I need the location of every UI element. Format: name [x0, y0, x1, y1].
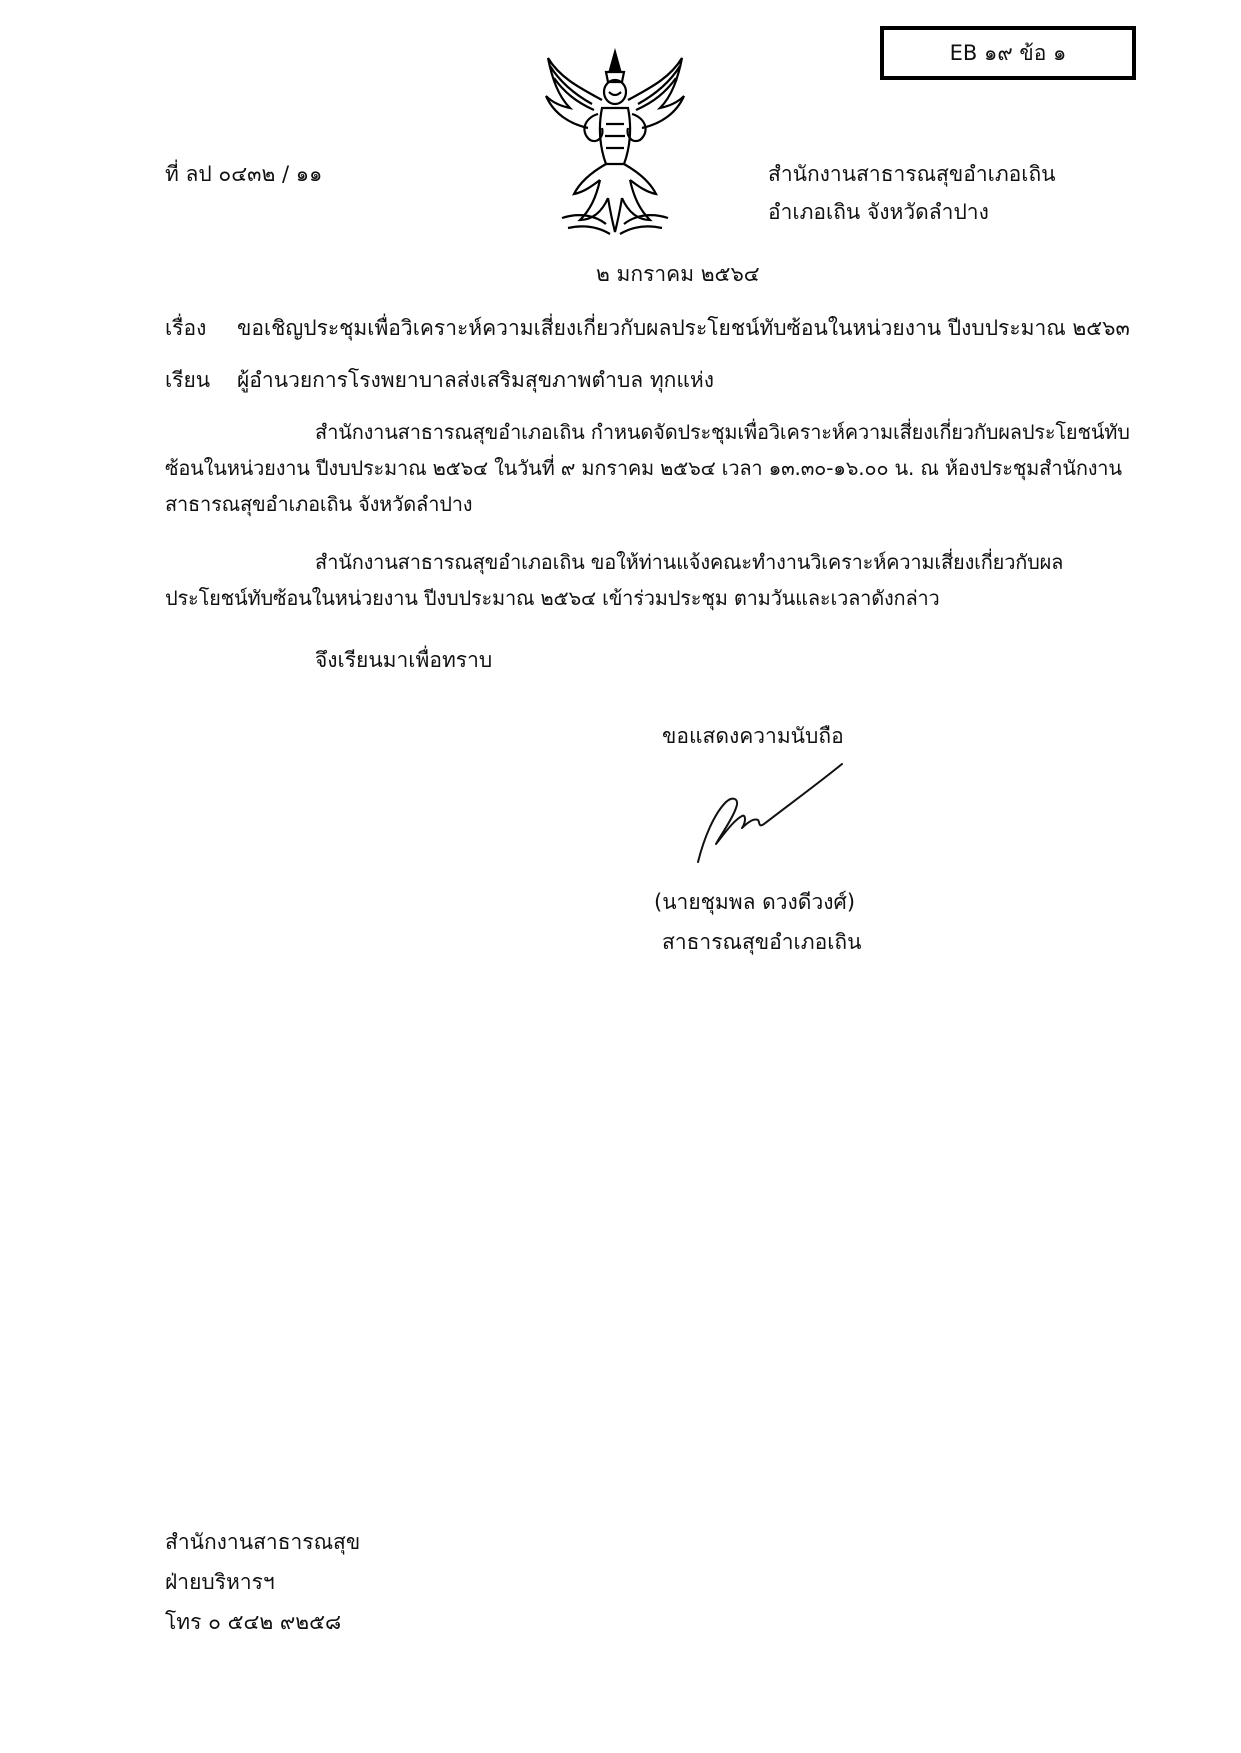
recipient-line — [165, 364, 714, 397]
document-code: EB ๑๙ ข้อ ๑ — [949, 40, 1067, 65]
footer-office: สำนักงานสาธารณสุข — [165, 1530, 361, 1554]
footer-phone: โทร ๐ ๕๔๒ ๙๒๕๘ — [165, 1610, 342, 1634]
subject-label: เรื่อง — [165, 316, 207, 340]
body-paragraph-1 — [165, 414, 1130, 522]
footer-department: ฝ่ายบริหารฯ — [165, 1570, 275, 1594]
garuda-emblem-icon — [540, 48, 690, 238]
body-paragraph-3 — [165, 642, 1130, 678]
issuer-office: สำนักงานสาธารณสุขอำเภอเถิน — [768, 162, 1056, 186]
body-paragraph-2-text: สำนักงานสาธารณสุขอำเภอเถิน ขอให้ท่านแจ้งคณะทำงานวิเคราะห์ความเสี่ยงเกี่ยวกับผลประโยชน์ทับซ้อนในหน่วยงาน ปีงบประมาณ ๒๕๖๔ เข้าร่วมประชุม ตามวันและเวลาดังกล่าว — [165, 550, 1064, 610]
signer-name: (นายชุมพล ดวงดีวงศ์) — [654, 890, 856, 914]
handwritten-signature — [690, 758, 860, 868]
body-paragraph-2 — [165, 544, 1130, 616]
recipient-label: เรียน — [165, 368, 211, 392]
letter-date: ๒ มกราคม ๒๕๖๔ — [596, 262, 760, 286]
closing-phrase: ขอแสดงความนับถือ — [662, 724, 844, 748]
issuer-address: อำเภอเถิน จังหวัดลำปาง — [768, 200, 989, 224]
reference-number: ที่ ลป ๐๔๓๒ / ๑๑ — [165, 162, 323, 186]
document-code-box — [880, 26, 1136, 80]
signer-position: สาธารณสุขอำเภอเถิน — [662, 930, 862, 954]
body-paragraph-1-text: สำนักงานสาธารณสุขอำเภอเถิน กำหนดจัดประชุมเพื่อวิเคราะห์ความเสี่ยงเกี่ยวกับผลประโยชน์ทับซ้อนในหน่วยงาน ปีงบประมาณ ๒๕๖๔ ในวันที่ ๙ มกราคม ๒๕๖๔ เวลา ๑๓.๓๐-๑๖.๐๐ น. ณ ห้องประชุมสำนักงานสาธารณสุขอำเภอเถิน จังหวัดลำปาง — [165, 420, 1130, 516]
body-paragraph-3-text: จึงเรียนมาเพื่อทราบ — [315, 648, 493, 672]
subject-text: ขอเชิญประชุมเพื่อวิเคราะห์ความเสี่ยงเกี่ยวกับผลประโยชน์ทับซ้อนในหน่วยงาน ปีงบประมาณ ๒๕๖๓ — [237, 316, 1130, 340]
recipient-text: ผู้อำนวยการโรงพยาบาลส่งเสริมสุขภาพตำบล ทุกแห่ง — [237, 368, 715, 392]
subject-line — [165, 312, 1130, 345]
